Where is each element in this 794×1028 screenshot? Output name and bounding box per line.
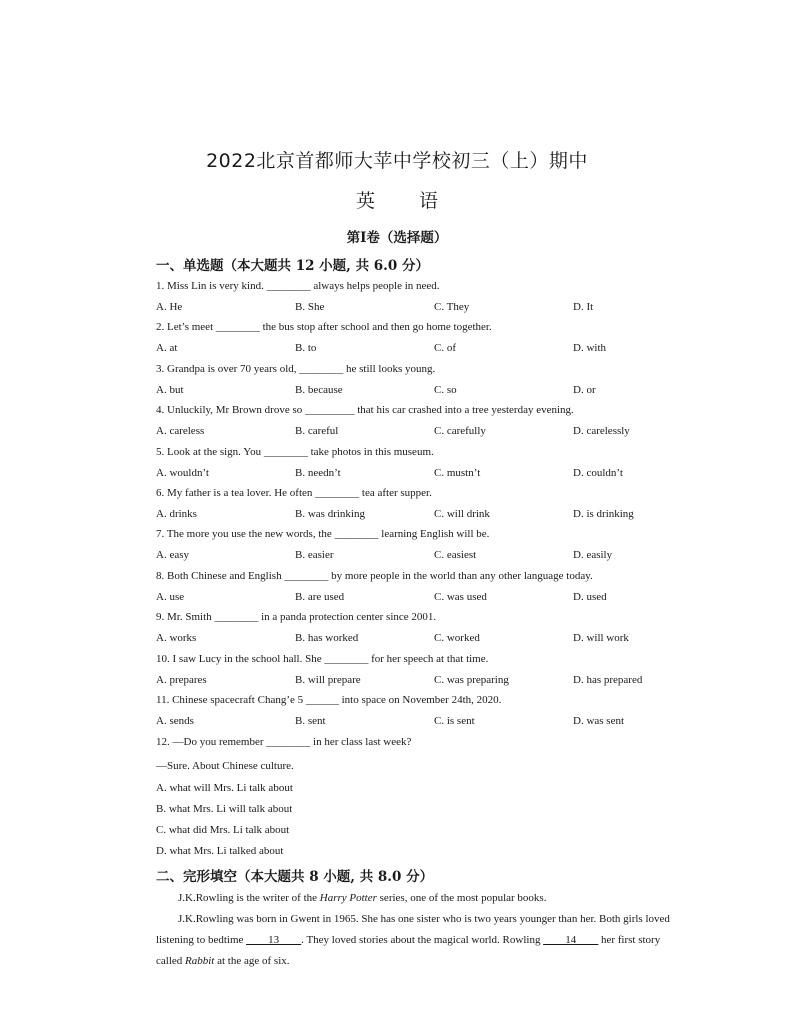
question-stem: 6. My father is a tea lover. He often ________ tea after supper.: [156, 487, 432, 499]
question-option: A. careless: [156, 425, 205, 438]
subject-title: [0, 186, 794, 213]
question-option: D. easily: [573, 549, 613, 562]
exam-title: 2022北京首都师大苹中学校初三（上）期中: [206, 150, 588, 172]
question-option: C. easiest: [434, 549, 477, 562]
question-stem: 8. Both Chinese and English ________ by more people in the world than any other language today.: [156, 569, 593, 582]
question-option: C. so: [434, 383, 457, 396]
question-option: D. with: [573, 342, 606, 355]
p3-text-b: at the age of six.: [214, 955, 290, 967]
question-option: A. easy: [156, 549, 189, 562]
section-1-heading: 一、单选题（本大题共 12 小题, 共 6.0 分）: [156, 258, 429, 274]
question-option: D. It: [573, 301, 594, 313]
question-option: C. is sent: [434, 715, 475, 727]
question-option: B. sent: [295, 715, 326, 727]
question-option: C. worked: [434, 632, 480, 645]
q12-option-d: D. what Mrs. Li talked about: [156, 845, 284, 857]
question-stem: 7. The more you use the new words, the ________ learning English will be.: [156, 528, 490, 541]
question-stem: 11. Chinese spacecraft Chang’e 5 ______ into space on November 24th, 2020.: [156, 694, 502, 706]
question-option: A. at: [156, 342, 178, 355]
question-option: C. will drink: [434, 508, 490, 520]
q12-reply: —Sure. About Chinese culture.: [156, 760, 294, 772]
q12-option-c: C. what did Mrs. Li talk about: [156, 824, 290, 836]
q12-option-b: B. what Mrs. Li will talk about: [156, 803, 293, 815]
question-option: A. drinks: [156, 508, 197, 520]
section-2-heading: 二、完形填空（本大题共 8 小题, 共 8.0 分）: [156, 869, 434, 885]
question-option: D. or: [573, 383, 596, 396]
question-option: B. to: [295, 342, 317, 355]
question-option: B. easier: [295, 549, 334, 562]
question-stem: 4. Unluckily, Mr Brown drove so _________ that his car crashed into a tree yesterday evening.: [156, 404, 574, 417]
question-option: A. He: [156, 301, 183, 313]
question-stem: 9. Mr. Smith ________ in a panda protection center since 2001.: [156, 611, 437, 624]
p1-text-a: J.K.Rowling is the writer of the: [178, 892, 320, 904]
question-option: A. but: [156, 383, 184, 396]
question-option: D. used: [573, 590, 607, 603]
question-option: B. are used: [295, 590, 345, 603]
question-stem: 1. Miss Lin is very kind. ________ always helps people in need.: [156, 280, 440, 292]
question-option: C. mustn’t: [434, 466, 481, 479]
question-option: D. will work: [573, 632, 629, 645]
question-option: B. needn’t: [295, 466, 341, 479]
q12-option-a: A. what will Mrs. Li talk about: [156, 782, 293, 794]
question-stem: 2. Let’s meet ________ the bus stop after school and then go home together.: [156, 321, 492, 334]
subject-char-2: 语: [419, 190, 439, 212]
question-option: B. careful: [295, 425, 339, 438]
question-stem: 3. Grandpa is over 70 years old, ________ he still looks young.: [156, 362, 436, 375]
question-option: C. of: [434, 342, 456, 355]
passage-paragraph-1: [178, 892, 738, 904]
q12-stem: 12. —Do you remember ________ in her class last week?: [156, 736, 412, 748]
question-option: C. They: [434, 301, 470, 313]
question-option: B. will prepare: [295, 673, 361, 686]
subject-char-1: 英: [355, 190, 375, 212]
question-option: D. was sent: [573, 715, 625, 727]
p2-text-c: her first story: [598, 934, 661, 946]
p2-text-a: listening to bedtime: [156, 934, 247, 946]
passage-paragraph-2-line-2: [156, 934, 716, 946]
question-option: A. works: [156, 632, 197, 645]
question-option: A. prepares: [156, 673, 207, 686]
passage-paragraph-2-line-1: J.K.Rowling was born in Gwent in 1965. She has one sister who is two years younger than her. Both girls loved: [178, 913, 670, 925]
p3-text-a: called: [156, 955, 186, 967]
question-option: D. couldn’t: [573, 466, 623, 479]
question-option: A. sends: [156, 715, 194, 727]
question-option: C. was preparing: [434, 673, 509, 686]
blank-13: ____13____: [246, 934, 302, 946]
p2-text-b: . They loved stories about the magical world. Rowling: [301, 934, 544, 946]
question-option: D. has prepared: [573, 673, 643, 686]
p1-italic: Harry Potter: [319, 892, 377, 904]
question-stem: 5. Look at the sign. You ________ take photos in this museum.: [156, 445, 434, 458]
blank-14: ____14____: [543, 934, 599, 946]
question-option: B. has worked: [295, 632, 359, 645]
passage-paragraph-2-line-3: [156, 955, 716, 967]
question-option: D. is drinking: [573, 508, 634, 520]
question-option: A. use: [156, 590, 185, 603]
p3-italic: Rabbit: [185, 955, 215, 967]
volume-title: 第Ⅰ卷（选择题）: [346, 230, 448, 246]
question-option: A. wouldn’t: [156, 466, 209, 479]
question-option: C. was used: [434, 590, 487, 603]
question-option: C. carefully: [434, 425, 486, 438]
question-option: B. because: [295, 383, 343, 396]
p1-text-b: series, one of the most popular books.: [376, 892, 547, 904]
question-option: D. carelessly: [573, 425, 630, 438]
question-option: B. was drinking: [295, 508, 365, 520]
question-stem: 10. I saw Lucy in the school hall. She ________ for her speech at that time.: [156, 652, 489, 665]
question-option: B. She: [295, 301, 325, 313]
